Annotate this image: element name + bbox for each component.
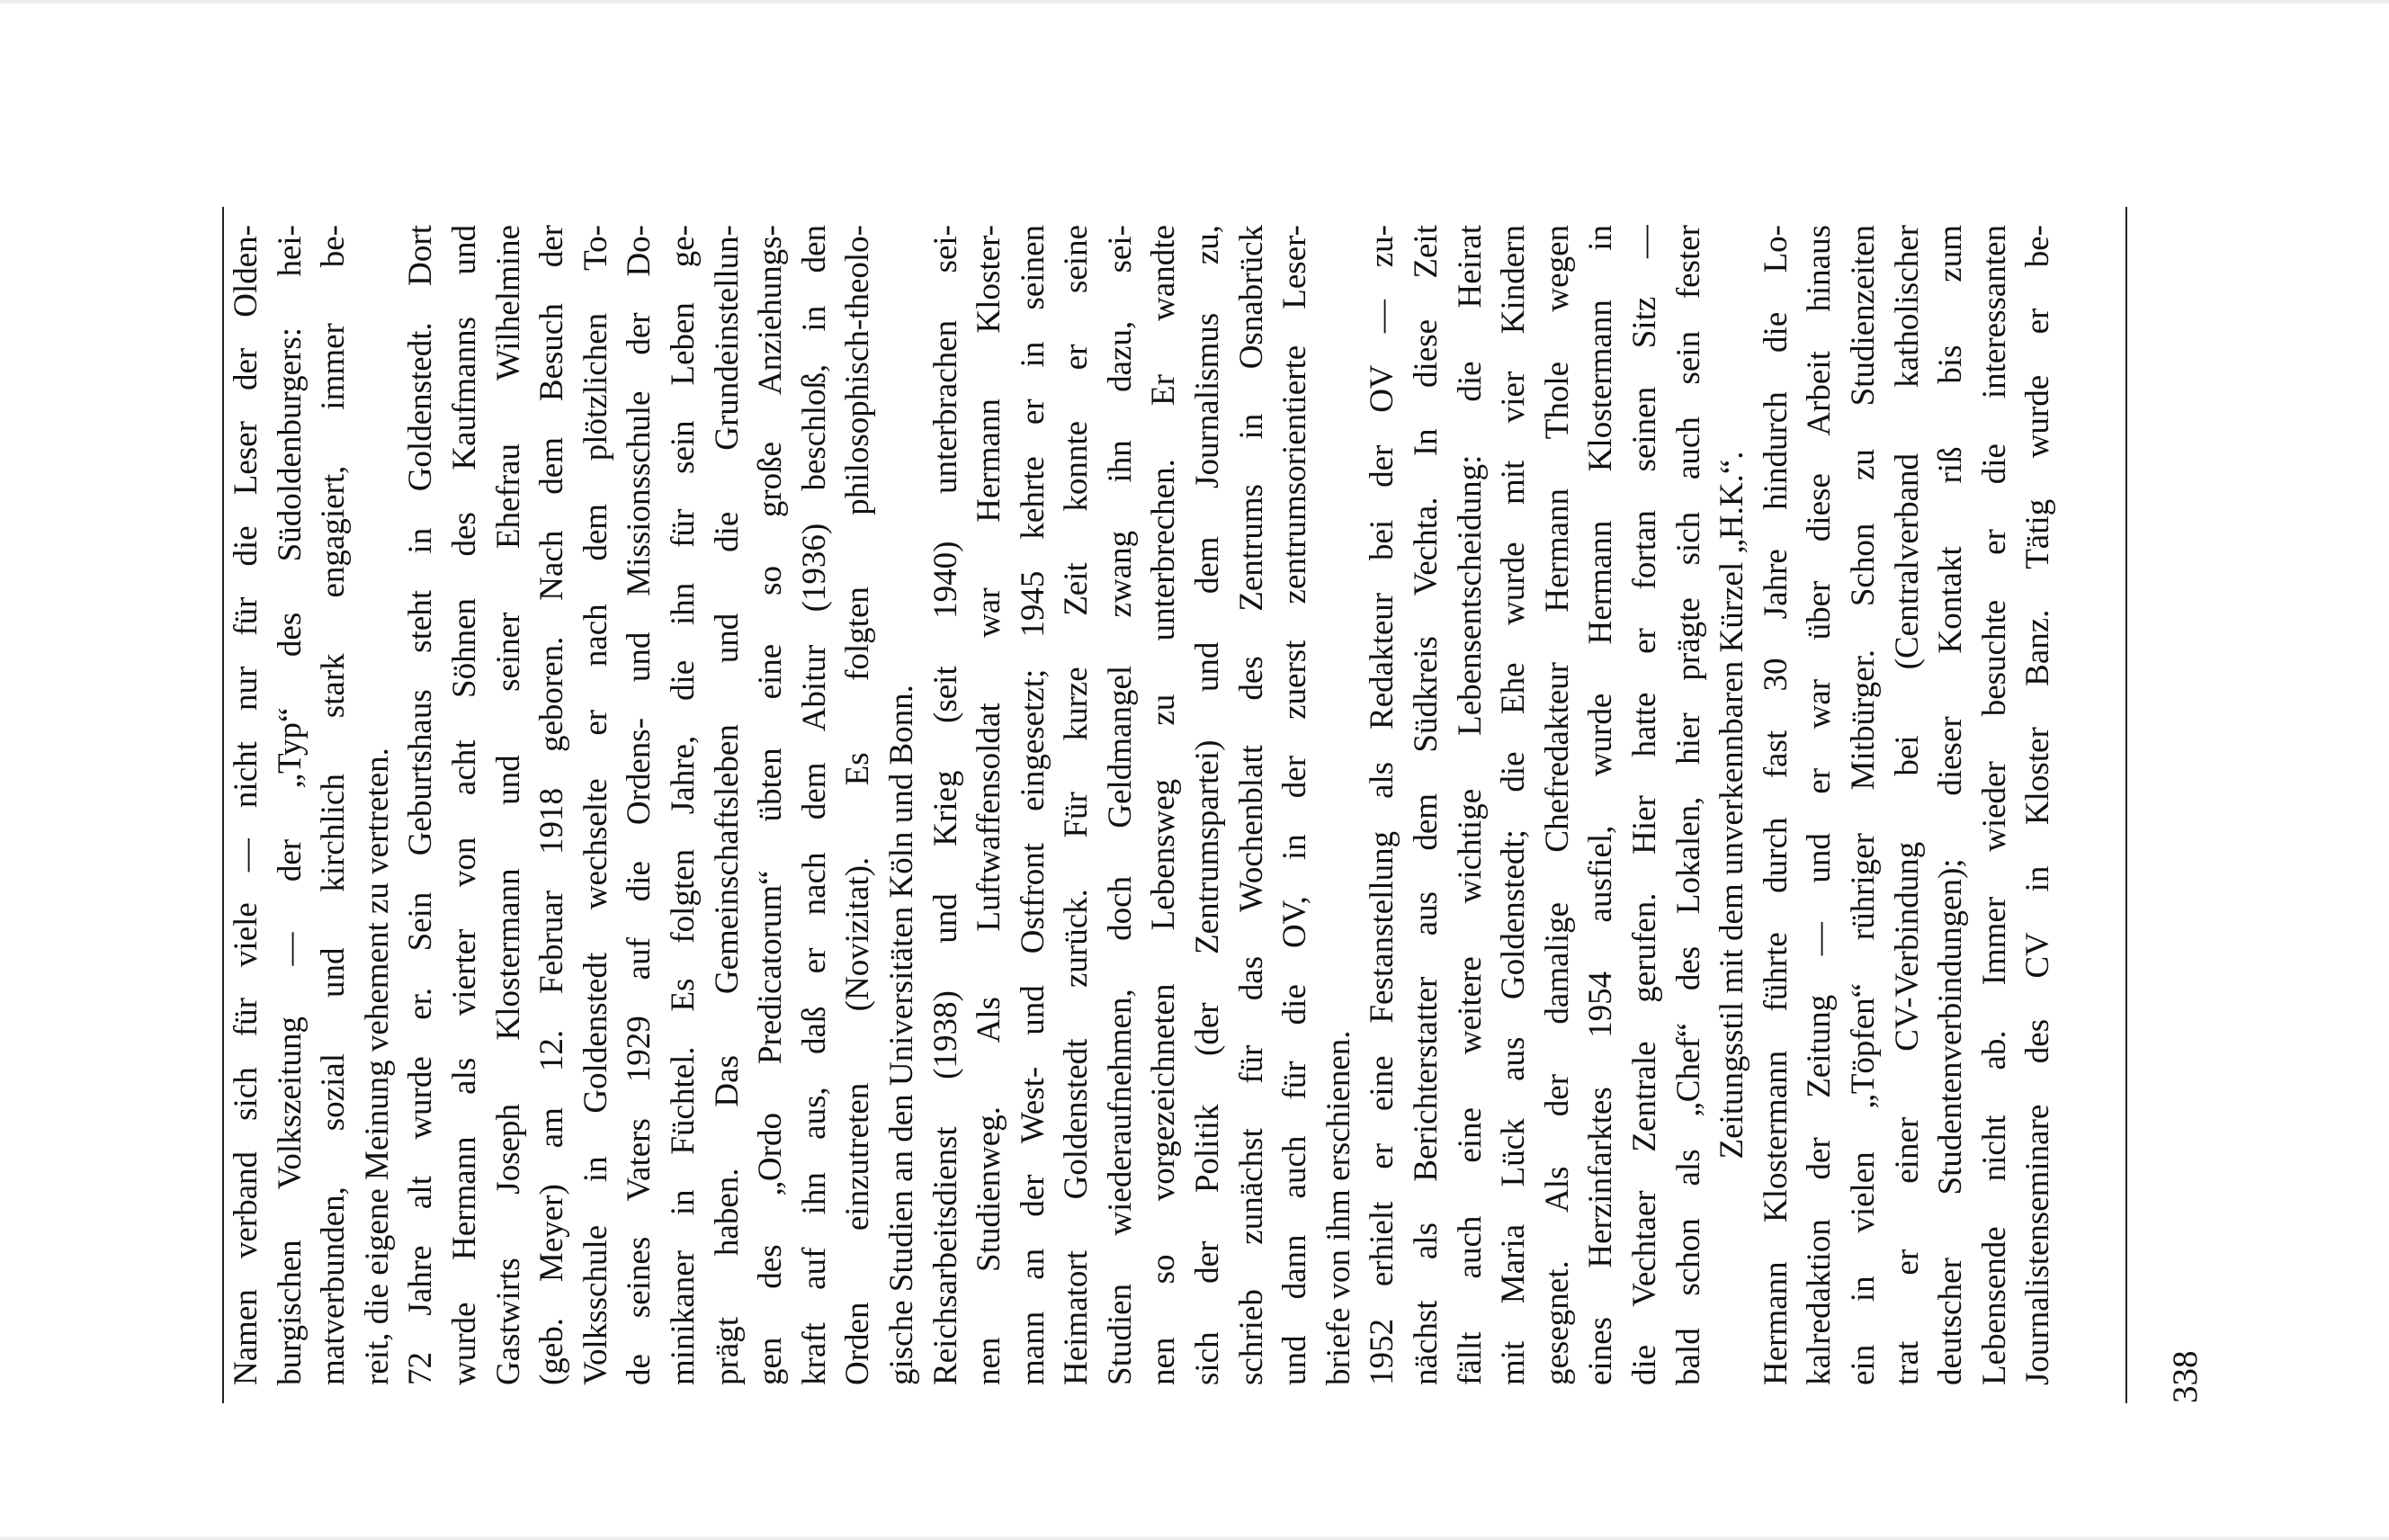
book-page bbox=[207, 207, 2231, 1403]
text-line: gische Studien an den Universitäten Köln und Bonn. bbox=[882, 685, 920, 1385]
text-line: burgischen Volkszeitung — der „Typ“ des Südoldenburgers: hei- bbox=[271, 225, 309, 1385]
text-line: prägt haben. Das Gemeinschaftsleben und die Grundeinstellun- bbox=[708, 225, 746, 1385]
text-line: gen des „Ordo Predicatorum“ übten eine so große Anziehungs- bbox=[752, 225, 790, 1385]
text-line: Gastwirts Joseph Klostermann und seiner Ehefrau Wilhelmine bbox=[489, 225, 527, 1385]
text-line: deutscher Studentenverbindungen); dieser Kontakt riß bis zum bbox=[1932, 225, 1970, 1385]
scan-top-edge bbox=[0, 0, 2389, 4]
text-line: fällt auch eine weitere wichtige Lebensentscheidung: die Heirat bbox=[1451, 225, 1489, 1385]
text-line: Lebensende nicht ab. Immer wieder besuchte er die interessanten bbox=[1975, 225, 2013, 1385]
text-line: Journalistenseminare des CV in Kloster Banz. Tätig wurde er be- bbox=[2019, 225, 2057, 1385]
body-text bbox=[225, 225, 2123, 1385]
text-line: Orden einzutreten (Novizitat). Es folgten philosophisch-theolo- bbox=[839, 225, 877, 1385]
text-line: (geb. Meyer) am 12. Februar 1918 geboren. Nach dem Besuch der bbox=[533, 225, 571, 1385]
text-line: kalredaktion der Zeitung — und er war über diese Arbeit hinaus bbox=[1801, 225, 1839, 1385]
text-line: Namen verband sich für viele — nicht nur für die Leser der Olden- bbox=[228, 225, 264, 1385]
text-line: nen Studienweg. Als Luftwaffensoldat war Hermann Kloster- bbox=[971, 225, 1008, 1385]
top-rule bbox=[222, 207, 224, 1403]
text-line: kraft auf ihn aus, daß er nach dem Abitur (1936) beschloß, in den bbox=[795, 225, 833, 1385]
text-line: de seines Vaters 1929 auf die Ordens- und Missionsschule der Do- bbox=[621, 225, 658, 1385]
text-line: mit Maria Lück aus Goldenstedt; die Ehe wurde mit vier Kindern bbox=[1495, 225, 1533, 1385]
text-line: Zeitungsstil mit dem unverkennbaren Kürzel „H.K.“. bbox=[1713, 451, 1751, 1159]
text-line: und dann auch für die OV, in der zuerst zentrumsorientierte Leser- bbox=[1276, 225, 1314, 1385]
text-line: nen so vorgezeichneten Lebensweg zu unterbrechen. Er wandte bbox=[1145, 225, 1183, 1385]
text-line: eines Herzinfarktes 1954 ausfiel, wurde Hermann Klostermann in bbox=[1582, 225, 1620, 1385]
text-line: matverbunden, sozial und kirchlich stark engagiert, immer be- bbox=[315, 225, 353, 1385]
text-line: Reichsarbeitsdienst (1938) und Krieg (seit 1940) unterbrachen sei- bbox=[926, 225, 964, 1385]
text-line: 1952 erhielt er eine Festanstellung als Redakteur bei der OV — zu- bbox=[1364, 225, 1401, 1385]
text-line: minikaner in Füchtel. Es folgten Jahre, die ihn für sein Leben ge- bbox=[664, 225, 702, 1385]
text-line: gesegnet. Als der damalige Chefredakteur Hermann Thole wegen bbox=[1538, 225, 1576, 1385]
text-line: schrieb zunächst für das Wochenblatt des Zentrums in Osnabrück bbox=[1232, 225, 1270, 1385]
text-line: trat er einer CV-Verbindung bei (Centralverband katholischer bbox=[1888, 225, 1926, 1385]
text-line: ein in vielen „Töpfen“ rühriger Mitbürger. Schon zu Studienzeiten bbox=[1844, 225, 1882, 1385]
text-line: mann an der West- und Ostfront eingesetzt; 1945 kehrte er in seinen bbox=[1014, 225, 1051, 1385]
page-number: 338 bbox=[2166, 1350, 2205, 1403]
text-line: Studien wiederaufnehmen, doch Geldmangel zwang ihn dazu, sei- bbox=[1101, 225, 1139, 1385]
text-line: Volksschule in Goldenstedt wechselte er nach dem plötzlichen To- bbox=[577, 225, 614, 1385]
scan-bottom-edge bbox=[0, 1536, 2389, 1540]
text-line: reit, die eigene Meinung vehement zu vertreten. bbox=[358, 748, 396, 1385]
text-line: sich der Politik (der Zentrumspartei) und dem Journalismus zu, bbox=[1189, 225, 1227, 1385]
text-line: wurde Hermann als vierter von acht Söhnen des Kaufmanns und bbox=[445, 225, 483, 1385]
text-line: briefe von ihm erschienen. bbox=[1320, 1030, 1357, 1385]
text-line: Heimatort Goldenstedt zurück. Für kurze Zeit konnte er seine bbox=[1058, 225, 1096, 1385]
text-line: 72 Jahre alt wurde er. Sein Geburtshaus steht in Goldenstedt. Dort bbox=[402, 225, 440, 1385]
text-line: nächst als Berichterstatter aus dem Südkreis Vechta. In diese Zeit bbox=[1408, 225, 1445, 1385]
bottom-rule bbox=[2125, 207, 2127, 1403]
text-line: die Vechtaer Zentrale gerufen. Hier hatte er fortan seinen Sitz — bbox=[1626, 225, 1663, 1385]
text-line: bald schon als „Chef“ des Lokalen, hier prägte sich auch sein fester bbox=[1669, 225, 1707, 1385]
text-line: Hermann Klostermann führte durch fast 30 Jahre hindurch die Lo- bbox=[1757, 225, 1794, 1385]
